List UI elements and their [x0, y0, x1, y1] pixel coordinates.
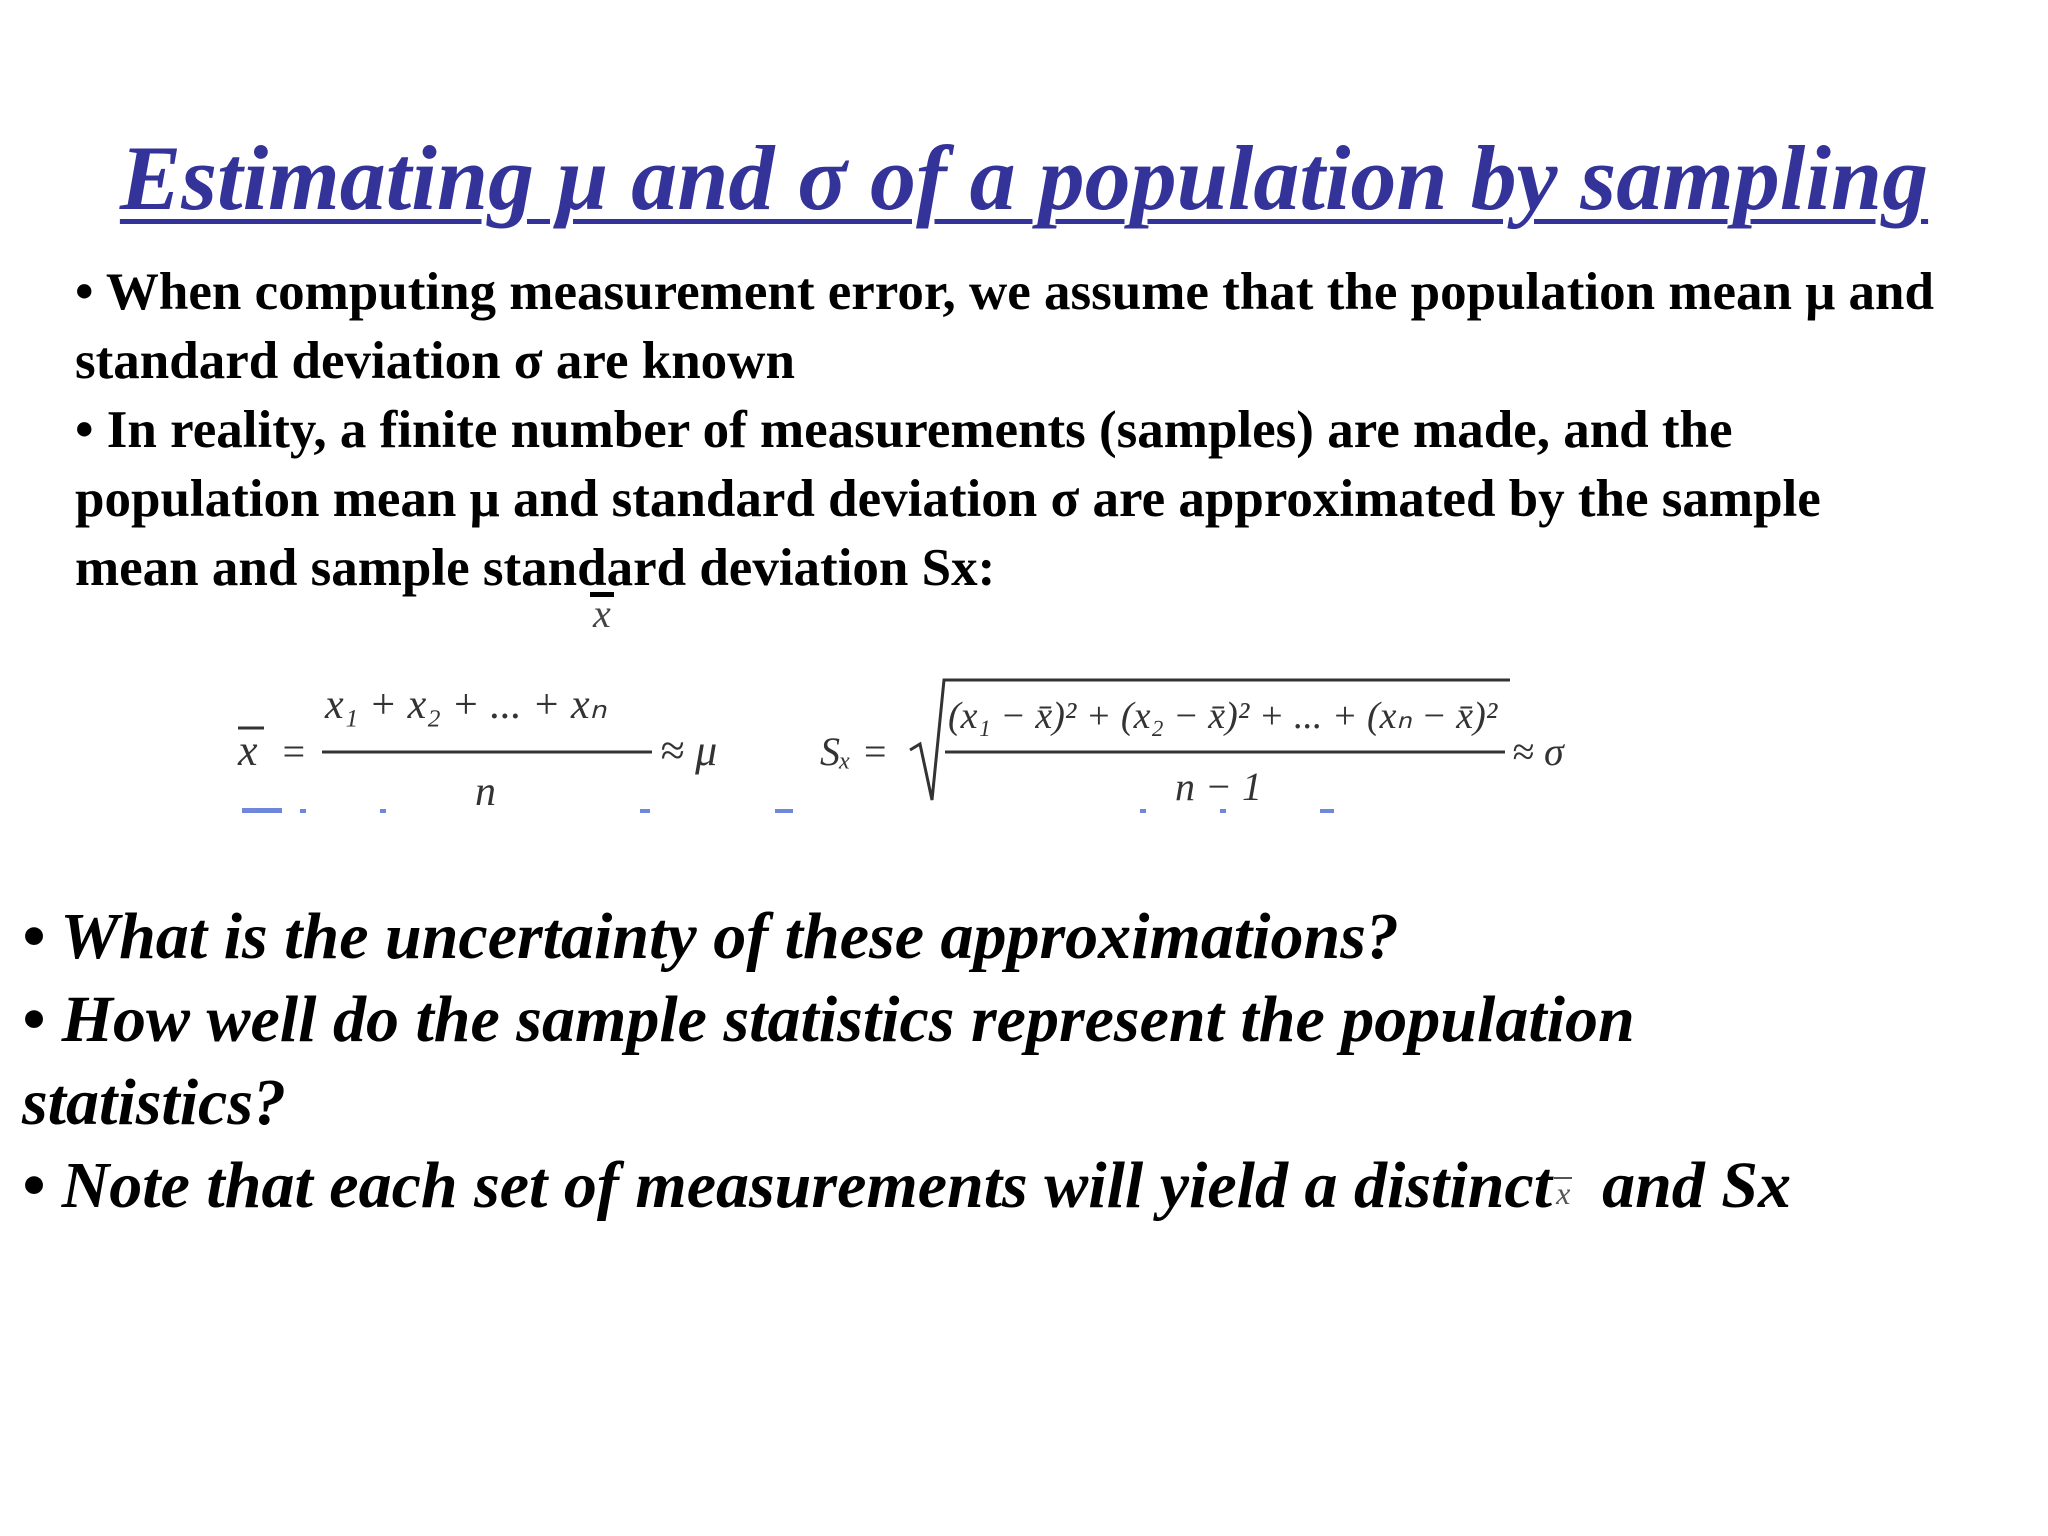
slide-title: Estimating μ and σ of a population by sampling: [119, 127, 1929, 229]
mean-lhs: x: [238, 726, 258, 775]
sd-numerator: (x₁ − x̄)² + (x₂ − x̄)² + ... + (xₙ − x̄)²: [948, 695, 1498, 737]
mean-denominator: n: [475, 769, 496, 815]
sample-mean-symbol: x: [590, 592, 614, 631]
bullet-known-parameters: • When computing measurement error, we assume that the population mean μ and standard deviation σ are known: [75, 263, 1935, 390]
intro-bullets: [75, 258, 1955, 603]
sd-denominator: n − 1: [1175, 764, 1262, 809]
bullet-finite-samples: • In reality, a finite number of measurements (samples) are made, and the population mean μ and standard deviation σ are approximated by the sample mean and sample standard deviation Sx:: [75, 401, 1821, 597]
sd-lhs: Sₓ =: [820, 729, 889, 774]
inline-xbar-symbol: x: [1556, 1175, 1571, 1211]
mean-numerator: x₁ + x₂ + ... + xₙ: [325, 682, 607, 728]
formula-underline-artifacts: [242, 808, 1334, 813]
bullet-distinct-values: [22, 1144, 2022, 1227]
distinct-text-before: • Note that each set of measurements will yield a distinct: [22, 1149, 1553, 1222]
bullet-uncertainty: • What is the uncertainty of these approximations?: [22, 900, 1399, 973]
bullet-representation: • How well do the sample statistics represent the population: [22, 983, 1635, 1056]
question-bullets: [22, 895, 2022, 1227]
sd-approx-sigma: ≈ σ: [1512, 729, 1564, 774]
formula-area: [220, 660, 1600, 830]
bullet-representation-continued: statistics?: [22, 1066, 287, 1139]
mean-approx-mu: ≈ μ: [660, 726, 718, 775]
formula-graphics: [220, 660, 1600, 830]
mean-equals: =: [280, 729, 307, 774]
distinct-text-after: and Sx: [1602, 1149, 1791, 1222]
